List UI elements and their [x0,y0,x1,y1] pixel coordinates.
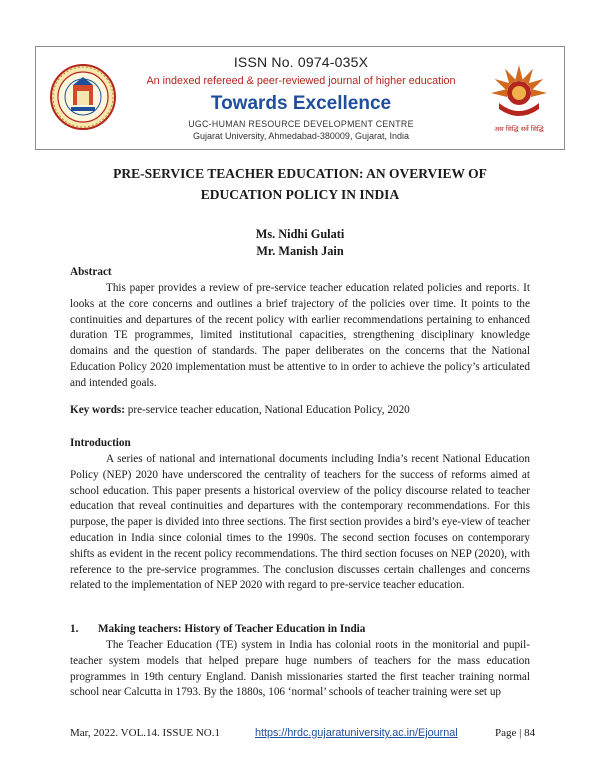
issn-number: ISSN No. 0974-035X [233,54,369,70]
centre-address: Gujarat University, Ahmedabad-380009, Gujarat, India [193,131,409,141]
abstract-paragraph [70,281,530,392]
section-1-number: 1. [70,623,79,635]
section-1-paragraph [70,638,530,701]
journal-tagline: An indexed refereed & peer-reviewed journal of higher education [146,75,456,87]
author-1: Ms. Nidhi Gulati [255,227,345,241]
section-1-heading [70,623,365,635]
centre-name: UGC-HUMAN RESOURCE DEVELOPMENT CENTRE [188,119,414,129]
footer-issue-info: Mar, 2022. VOL.14. ISSUE NO.1 [70,727,220,739]
author-2: Mr. Manish Jain [256,244,344,258]
journal-name: Towards Excellence [210,93,392,114]
gujarat-university-logo [49,63,117,131]
keywords-line [70,404,530,416]
title-line-1: PRE-SERVICE TEACHER EDUCATION: AN OVERVIEW OF [113,166,487,181]
keywords-label: Key words: [70,404,125,416]
title-line-2: EDUCATION POLICY IN INDIA [200,187,400,202]
footer-journal-link[interactable]: https://hrdc.gujaratuniversity.ac.in/Ejournal [255,727,458,739]
ugc-logo-motto: अस सिद्धि सर्वे सिद्धि [494,125,544,133]
journal-header-banner [35,46,565,150]
abstract-heading: Abstract [70,266,112,278]
keywords-text: pre-service teacher education, National Education Policy, 2020 [127,404,410,416]
introduction-heading: Introduction [70,437,131,449]
footer-page-number: Page | 84 [495,727,536,739]
introduction-paragraph [70,452,530,594]
ugc-logo [486,61,552,137]
abstract-text: This paper provides a review of pre-service teacher education related policies and reports. It looks at the core concerns and outlines a brief trajectory of the policies over time. It points to the continuities and departures of the recent policy with earlier recommendations pertaining to enhanced duration TE programmes, limited institutional capacities, strengthening disciplinary knowledge domains and the question of standards. The paper deliberates on the concerns that the National Education Policy 2020 implementation must be attentive to in order to achieve the policy’s articulated and intended goals. [70,282,530,389]
section-1-text: The Teacher Education (TE) system in India has colonial roots in the monitorial and pupil-teacher system models that helped prepare huge numbers of teachers for the mass education programmes in 19th century England. Danish missionaries started the first teacher training normal school near Calcutta in 1793. By the 1880s, 106 ‘normal’ schools of teacher training were set up [70,639,530,699]
introduction-text: A series of national and international documents including India’s recent National Education Policy (NEP) 2020 have underscored the centrality of teachers for the success of reforms aimed at school education. This paper presents a historical overview of the policy discourse related to teacher education that reveal continuities and departures with the contemporary recommendations. For this purpose, the paper is divided into three sections. The first section provides a bird’s eye-view of teacher education in India since colonial times to the 1990s. The second section focuses on contemporary shifts as evident in the recent policy recommendations. The third section focuses on NEP (2020), with reference to the pre-service programmes. The conclusion discusses certain challenges and concerns related to the implementation of NEP 2020 with regard to pre-service teacher education. [70,453,530,592]
author-list [0,226,600,260]
article-title [60,163,540,205]
section-1-title: Making teachers: History of Teacher Education in India [98,623,366,635]
